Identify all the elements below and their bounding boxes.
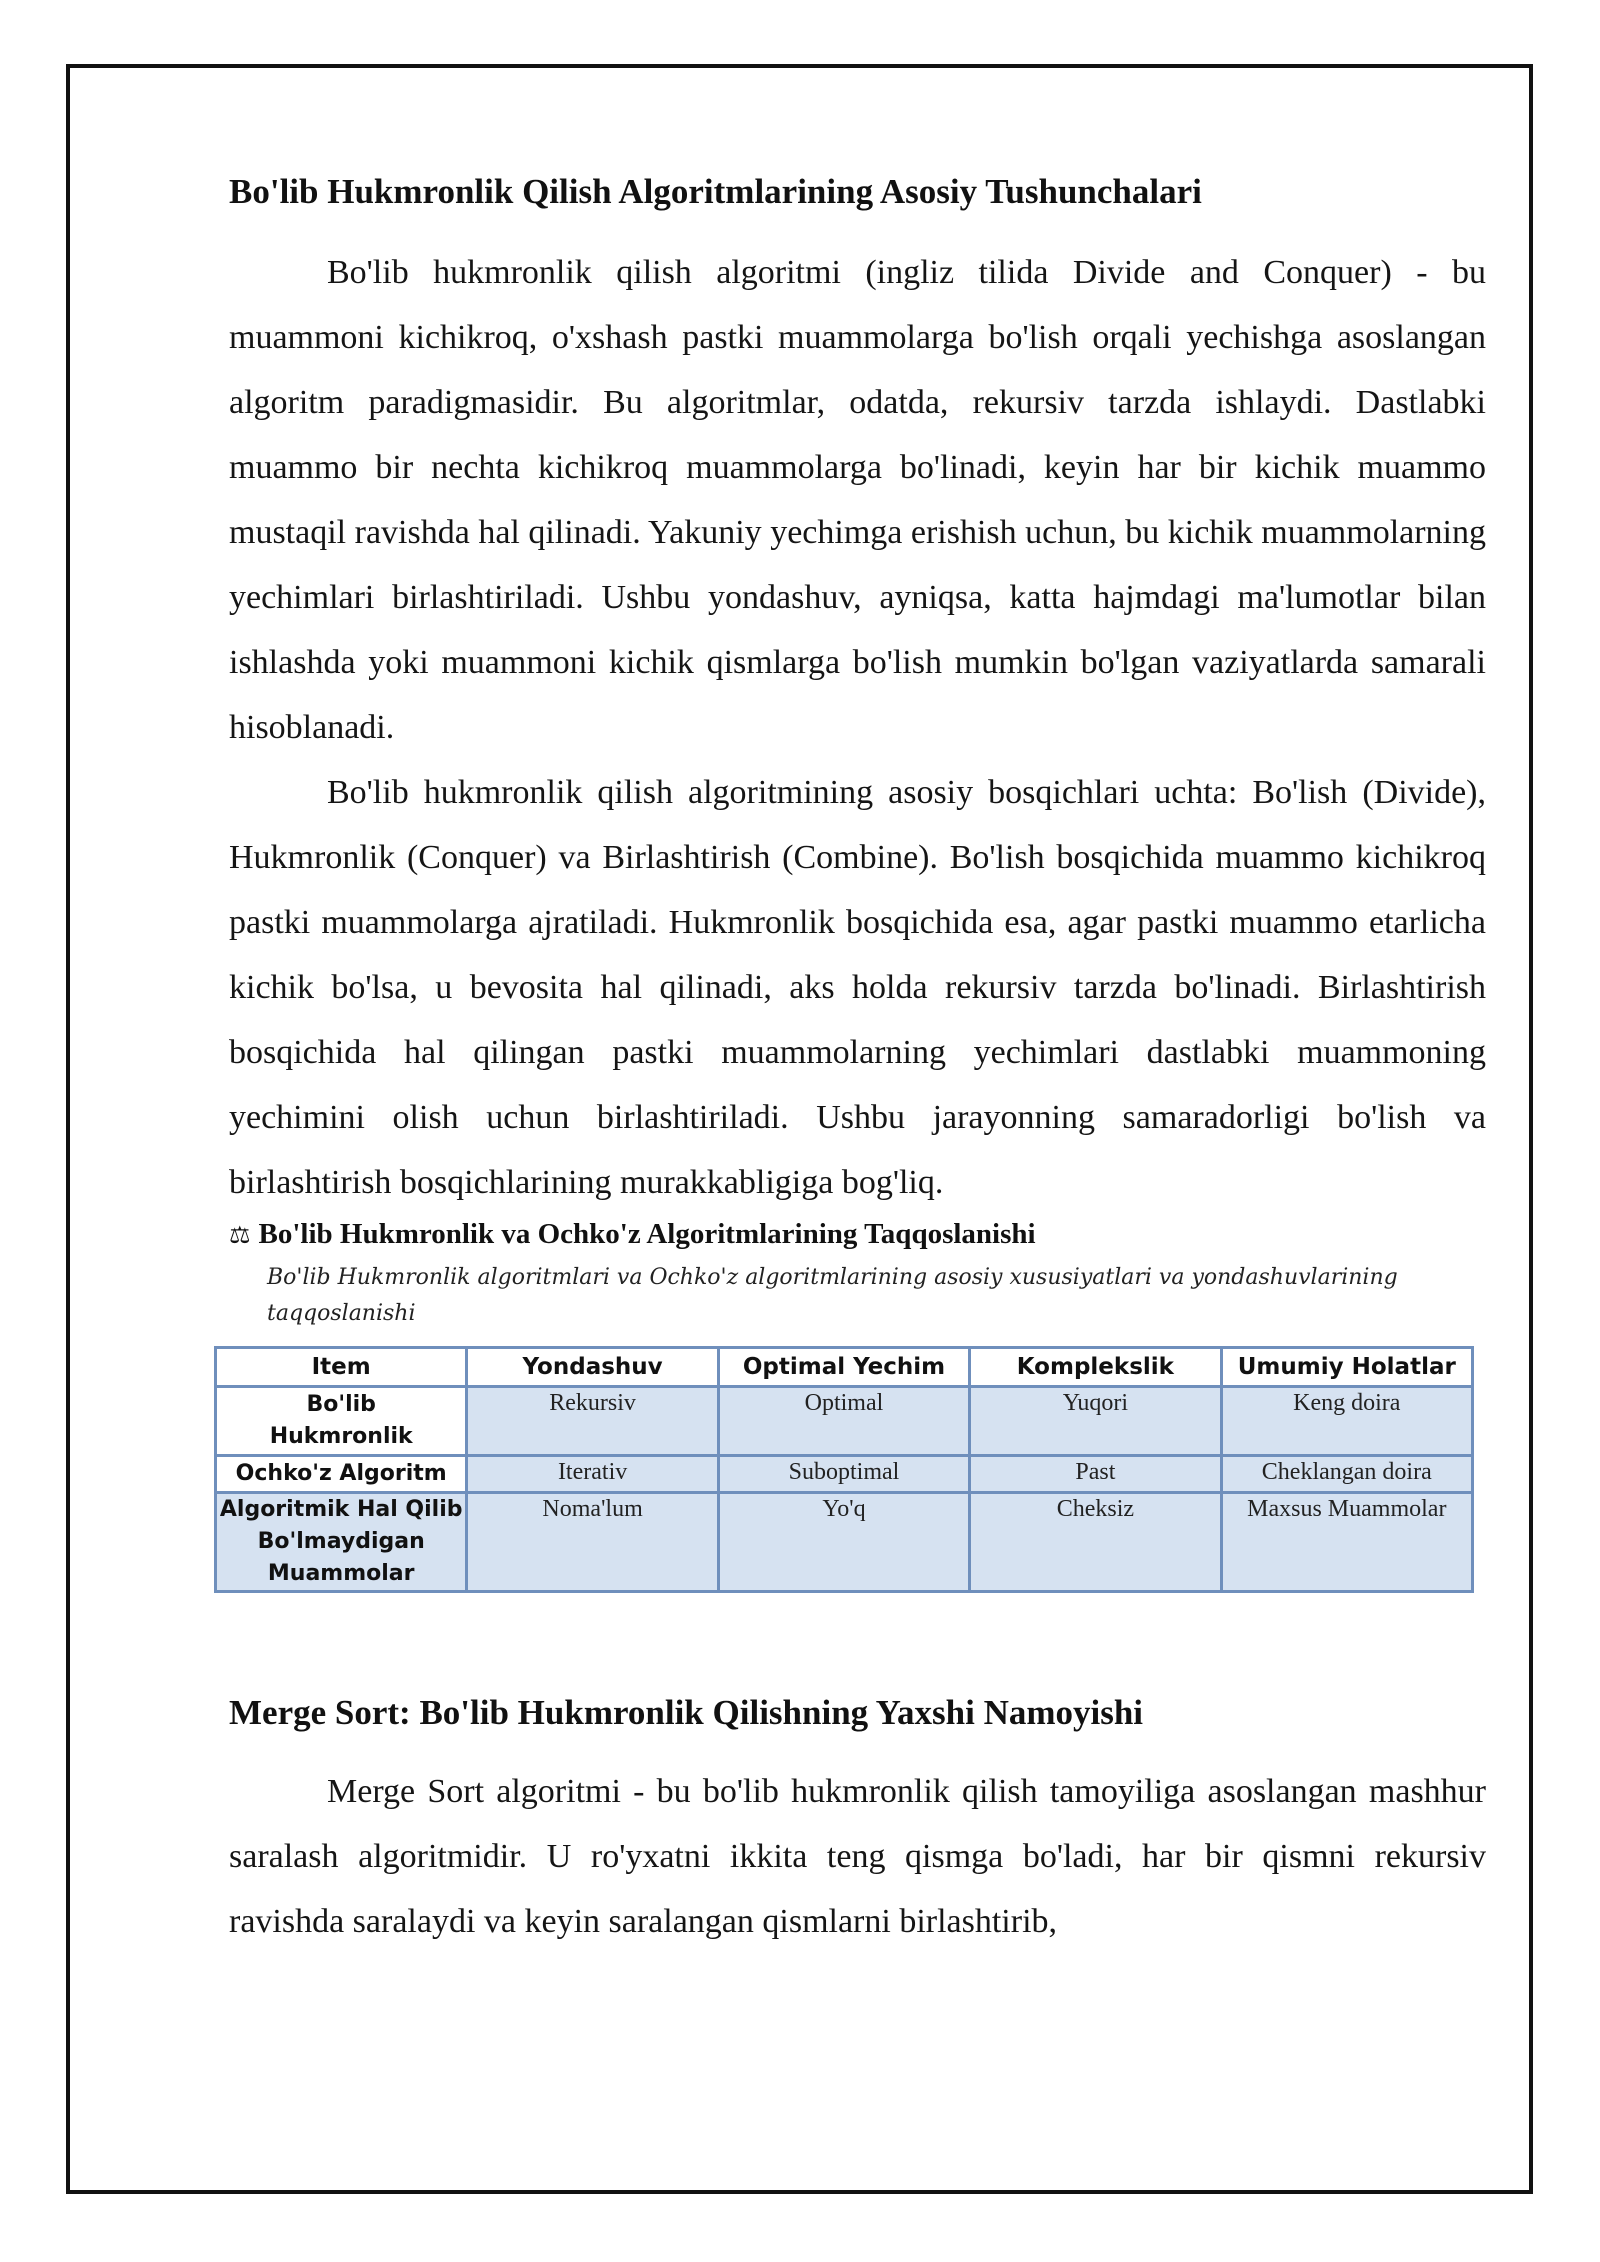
- row-header: [216, 1456, 467, 1493]
- table-cell: Iterativ: [467, 1456, 718, 1493]
- column-header: Komplekslik: [970, 1348, 1221, 1387]
- table-cell: Keng doira: [1221, 1387, 1472, 1456]
- document-content: [219, 170, 1486, 1954]
- table-row: [216, 1493, 1473, 1592]
- table-title: [229, 1215, 1486, 1254]
- table-cell: Noma'lum: [467, 1493, 718, 1592]
- table-cell: Maxsus Muammolar: [1221, 1493, 1472, 1592]
- row-header: [216, 1387, 467, 1456]
- table-cell: Yo'q: [718, 1493, 969, 1592]
- body-paragraph: Merge Sort algoritmi - bu bo'lib hukmronlik qilish tamoyiliga asoslangan mashhur saralash algoritmidir. U ro'yxatni ikkita teng qismga bo'ladi, har bir qismni rekursiv ravishda saralaydi va keyin saralangan qismlarni birlashtirib,: [229, 1773, 1486, 1940]
- comparison-block: [219, 1215, 1486, 1593]
- row-header-label: Bo'lib Hukmronlik: [217, 1388, 465, 1454]
- table-cell: Cheklangan doira: [1221, 1456, 1472, 1493]
- balance-scale-icon: ⚖: [229, 1221, 251, 1249]
- table-cell: Rekursiv: [467, 1387, 718, 1456]
- table-header-row: [216, 1348, 1473, 1387]
- column-header: Item: [216, 1348, 467, 1387]
- table-cell: Yuqori: [970, 1387, 1221, 1456]
- table-row: [216, 1387, 1473, 1456]
- comparison-table: [214, 1346, 1474, 1593]
- row-header: Algoritmik Hal Qilib Bo'lmaydigan Muammolar: [216, 1493, 467, 1592]
- column-header: Optimal Yechim: [718, 1348, 969, 1387]
- body-paragraph: Bo'lib hukmronlik qilish algoritmining asosiy bosqichlari uchta: Bo'lish (Divide), Hukmronlik (Conquer) va Birlashtirish (Combine). Bo'lish bosqichida muammo kichikroq pastki muammolarga ajratiladi. Hukmronlik bosqichida esa, agar pastki muammo etarlicha kichik bo'lsa, u bevosita hal qilinadi, aks holda rekursiv tarzda bo'linadi. Birlashtirish bosqichida hal qilingan pastki muammolarning yechimlari dastlabki muammoning yechimini olish uchun birlashtiriladi. Ushbu jarayonning samaradorligi bo'lish va birlashtirish bosqichlarining murakkabligiga bog'liq.: [229, 774, 1486, 1201]
- body-paragraph: Bo'lib hukmronlik qilish algoritmi (ingliz tilida Divide and Conquer) - bu muammoni kichikroq, o'xshash pastki muammolarga bo'lish orqali yechishga asoslangan algoritm paradigmasidir. Bu algoritmlar, odatda, rekursiv tarzda ishlaydi. Dastlabki muammo bir nechta kichikroq muammolarga bo'linadi, keyin har bir kichik muammo mustaqil ravishda hal qilinadi. Yakuniy yechimga erishish uchun, bu kichik muammolarning yechimlari birlashtiriladi. Ushbu yondashuv, ayniqsa, katta hajmdagi ma'lumotlar bilan ishlashda yoki muammoni kichik qismlarga bo'lish mumkin bo'lgan vaziyatlarda samarali hisoblanadi.: [229, 254, 1486, 746]
- column-header: Umumiy Holatlar: [1221, 1348, 1472, 1387]
- table-row: [216, 1456, 1473, 1493]
- section-heading: Merge Sort: Bo'lib Hukmronlik Qilishning Yaxshi Namoyishi: [229, 1693, 1144, 1732]
- table-title-text: Bo'lib Hukmronlik va Ochko'z Algoritmlarining Taqqoslanishi: [258, 1218, 1036, 1250]
- column-header: Yondashuv: [467, 1348, 718, 1387]
- row-header-label: Ochko'z Algoritm: [217, 1457, 465, 1491]
- table-cell: Cheksiz: [970, 1493, 1221, 1592]
- table-cell: Suboptimal: [718, 1456, 969, 1493]
- table-cell: Past: [970, 1456, 1221, 1493]
- table-cell: Optimal: [718, 1387, 969, 1456]
- table-caption: Bo'lib Hukmronlik algoritmlari va Ochko'z algoritmlarining asosiy xususiyatlari va yondashuvlarining taqqoslanishi: [267, 1265, 1398, 1326]
- section-heading: Bo'lib Hukmronlik Qilish Algoritmlarining Asosiy Tushunchalari: [229, 172, 1202, 211]
